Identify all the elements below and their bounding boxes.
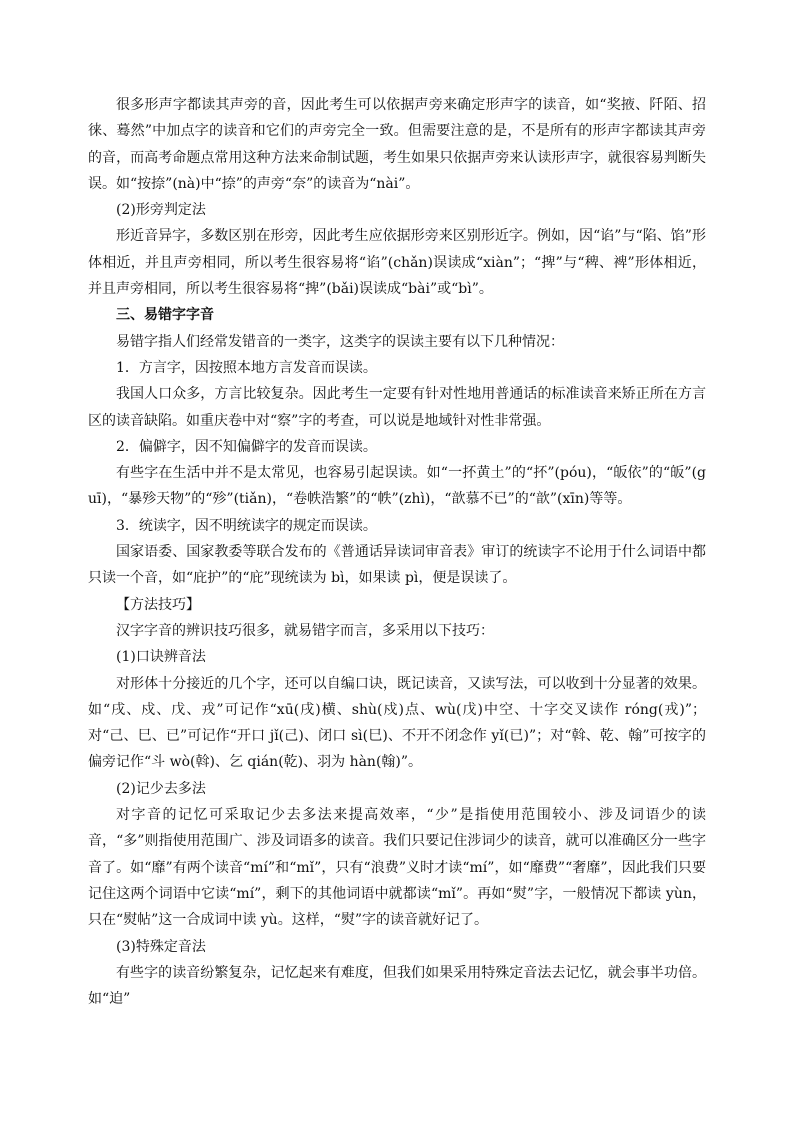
paragraph-form-radical: 形近音异字，多数区别在形旁，因此考生应依据形旁来区别形近字。例如，因“谄”与“陷、馅”形体相近，并且声旁相同，所以考生很容易将“谄”(chǎn)误读成“xiàn”；“捭”与“稗、裨”形体相近，并且声旁相同，所以考生很容易将“捭”(bǎi)误读成“bài”或“bì”。	[88, 228, 706, 298]
paragraph-error-prone-intro: 易错字指人们经常发错音的一类字，这类字的误读主要有以下几种情况：	[116, 333, 564, 350]
subheading-remember-less-method: (2)记少去多法	[116, 780, 206, 797]
paragraph-mnemonic: 对形体十分接近的几个字，还可以自编口诀，既记读音，又读写法，可以收到十分显著的效果。如“戌、戍、戊、戎”可记作“xū(戌)横、shù(戍)点、wù(戊)中空、十字交叉读作 róng(戎)”；对“己、巳、已”可记作“开口 jǐ(己)、闭口 sì(巳)、不开不闭念作 yǐ(已)”；对“斡、乾、翰”可按字的偏旁记作“斗 wò(斡)、乞 qián(乾)、羽为 hàn(翰)”。	[88, 675, 706, 771]
list-item-rare-characters: 2．偏僻字，因不知偏僻字的发音而误读。	[116, 438, 377, 455]
section-heading-error-prone-sounds: 三、易错字字音	[116, 307, 214, 324]
paragraph-dialect: 我国人口众多，方言比较复杂。因此考生一定要有针对性地用普通话的标准读音来矫正所在方言区的读音缺陷。如重庆卷中对“察”字的考查，可以说是地域针对性非常强。	[88, 386, 706, 429]
paragraph-phonetic-radical: 很多形声字都读其声旁的音，因此考生可以依据声旁来确定形声字的读音，如“奖掖、阡陌、招徕、蓦然”中加点字的读音和它们的声旁完全一致。但需要注意的是，不是所有的形声字都读其声旁的音，而高考命题点常用这种方法来命制试题，考生如果只依据声旁来认读形声字，就很容易判断失误。如“按捺”(nà)中“捺”的声旁“奈”的读音为“nài”。	[88, 97, 706, 192]
list-item-unified-reading: 3．统读字，因不明统读字的规定而误读。	[116, 517, 377, 534]
paragraph-remember-less: 对字音的记忆可采取记少去多法来提高效率，“少”是指使用范围较小、涉及词语少的读音，“多”则指使用范围广、涉及词语多的读音。我们只要记住涉词少的读音，就可以准确区分一些字音了。如“靡”有两个读音“mí”和“mǐ”，只有“浪费”义时才读“mí”，如“靡费”“奢靡”，因此我们只要记住这两个词语中它读“mí”，剩下的其他词语中就都读“mǐ”。再如“熨”字，一般情况下都读 yùn，只在“熨帖”这一合成词中读 yù。这样，“熨”字的读音就好记了。	[88, 807, 706, 929]
subheading-mnemonic-method: (1)口诀辨音法	[116, 649, 206, 666]
heading-method-tips: 【方法技巧】	[116, 596, 200, 613]
list-item-dialect-characters: 1．方言字，因按照本地方言发音而误读。	[116, 359, 377, 376]
paragraph-unified-reading: 国家语委、国家教委等联合发布的《普通话异读词审音表》审订的统读字不论用于什么词语中都只读一个音，如“庇护”的“庇”现统读为 bì，如果读 pì，便是误读了。	[88, 544, 706, 587]
paragraph-special-sound: 有些字的读音纷繁复杂，记忆起来有难度，但我们如果采用特殊定音法去记忆，就会事半功倍。如“迫”	[88, 964, 706, 1008]
paragraph-tips-intro: 汉字字音的辨识技巧很多，就易错字而言，多采用以下技巧：	[116, 622, 494, 639]
paragraph-rare-characters: 有些字在生活中并不是太常见，也容易引起误读。如“一抔黄土”的“抔”(póu)，“皈依”的“皈”(guī)，“暴殄天物”的“殄”(tiǎn)，“卷帙浩繁”的“帙”(zhì)，“歆慕不已”的“歆”(xīn)等等。	[88, 465, 706, 508]
subheading-form-radical-method: (2)形旁判定法	[116, 202, 206, 219]
subheading-special-sound-method: (3)特殊定音法	[116, 938, 206, 955]
